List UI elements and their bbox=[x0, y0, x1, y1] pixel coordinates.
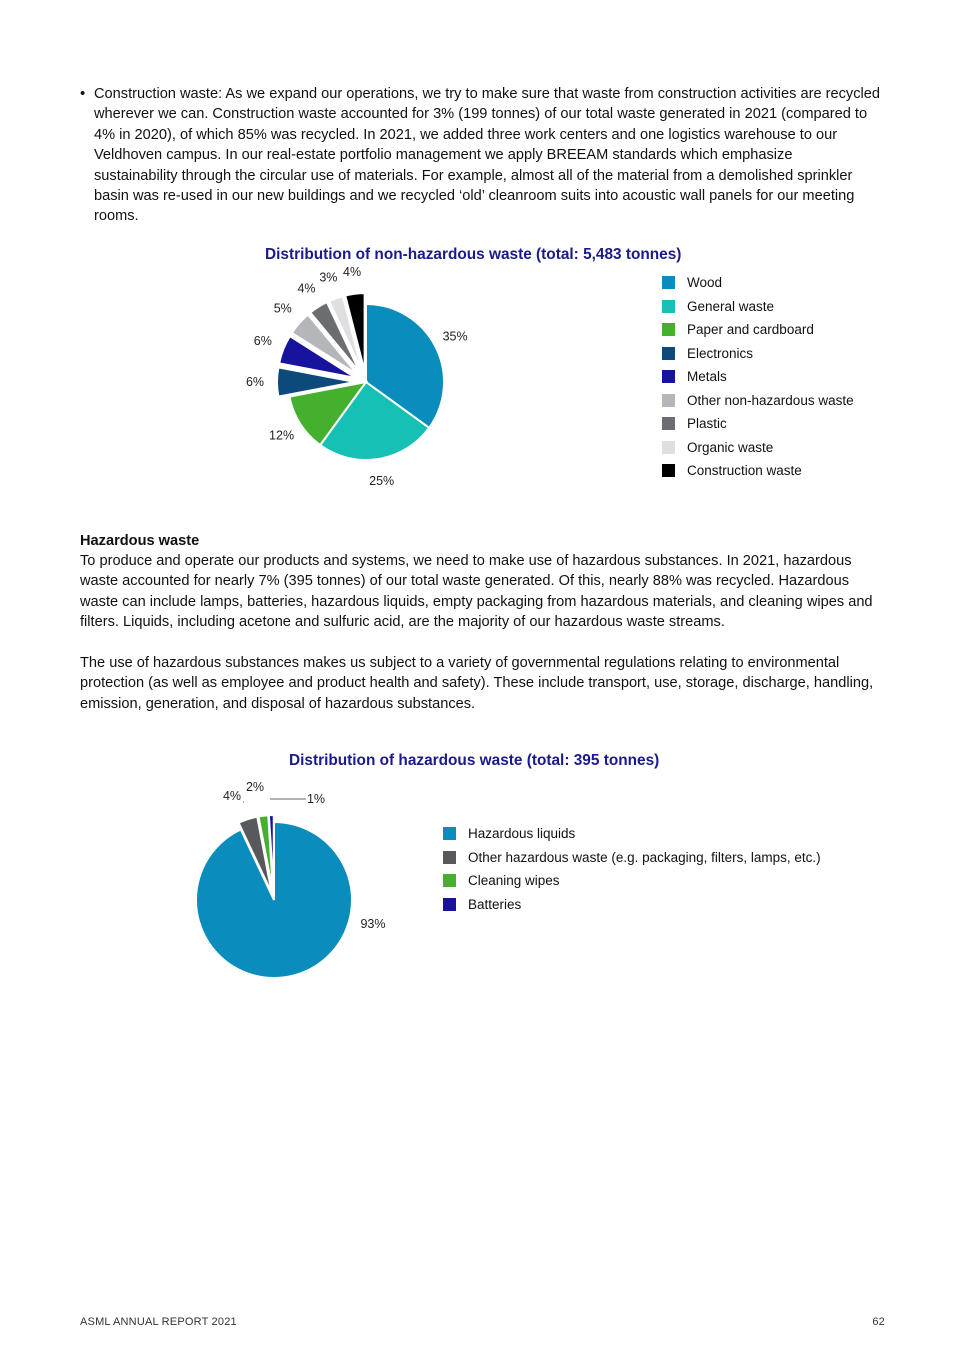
hazardous-paragraph-2: The use of hazardous substances makes us subject to a variety of governmental regulations relating to environmental protection (as well as employee and product health and safety). These include transport, use, storage, discharge, handling, emission, generation, and disposal of hazardous substances. bbox=[80, 655, 874, 712]
bullet-marker: • bbox=[80, 85, 86, 102]
hazardous-waste-heading: Hazardous waste bbox=[80, 533, 200, 549]
legend-item-hazardous-liquids bbox=[443, 822, 821, 846]
legend-item-other-hazardous-waste bbox=[443, 846, 821, 870]
data-label-general-waste: 25% bbox=[369, 473, 395, 488]
footer-page-number: 62 bbox=[872, 1316, 885, 1328]
data-label-batteries: 1% bbox=[306, 792, 326, 806]
data-label-other-hazardous-waste: 4% bbox=[222, 789, 242, 803]
legend-label: Hazardous liquids bbox=[468, 826, 576, 842]
legend-label: General waste bbox=[687, 298, 775, 314]
legend-label: Other hazardous waste (e.g. packaging, filters, lamps, etc.) bbox=[468, 849, 821, 865]
legend-swatch bbox=[443, 898, 456, 911]
legend-swatch bbox=[443, 874, 456, 887]
legend-label: Paper and cardboard bbox=[687, 322, 814, 338]
legend-label: Plastic bbox=[687, 416, 727, 432]
legend-label: Electronics bbox=[687, 345, 754, 361]
data-label-cleaning-wipes: 2% bbox=[245, 780, 265, 794]
data-label-wood: 35% bbox=[442, 329, 468, 344]
legend-label: Other non-hazardous waste bbox=[687, 392, 854, 408]
footer-report-name: ASML ANNUAL REPORT 2021 bbox=[80, 1316, 237, 1328]
legend-item-cleaning-wipes bbox=[443, 869, 821, 893]
data-label-plastic: 4% bbox=[297, 281, 316, 296]
legend-label: Cleaning wipes bbox=[468, 873, 560, 889]
data-label-other-non-hazardous-waste: 5% bbox=[273, 301, 292, 316]
legend-label: Wood bbox=[687, 275, 723, 291]
legend-swatch bbox=[443, 827, 456, 840]
legend-label: Organic waste bbox=[687, 439, 774, 455]
hazardous-paragraph-1: To produce and operate our products and systems, we need to make use of hazardous substances. In 2021, hazardous waste accounted for nearly 7% (395 tonnes) of our total waste generated. Of this, nearly 88% was recycled. Hazardous waste can include lamps, batteries, hazardous liquids, empty packaging from hazardous materials, and cleaning wipes and filters. Liquids, including acetone and sulfuric acid, are the majority of our hazardous waste streams. bbox=[80, 553, 873, 631]
data-label-metals: 6% bbox=[253, 334, 272, 349]
data-label-electronics: 6% bbox=[245, 375, 265, 389]
construction-waste-text: Construction waste: As we expand our operations, we try to make sure that waste from construction activities are recycled wherever we can. Construction waste accounted for 3% (199 tonnes) of our total waste generated in 2021 (compared to 4% in 2020), of which 85% was recycled. In 2021, we added three work centers and one logistics warehouse to our Veldhoven campus. In our real-estate portfolio management we apply BREEAM standards which emphasize sustainability through the circular use of materials. For example, almost all of the material from a demolished sprinkler basin was re-used in our new buildings and we recycled ‘old’ cleanroom suits into acoustic wall panels for our meeting rooms. bbox=[94, 86, 880, 225]
data-label-construction-waste: 4% bbox=[343, 264, 362, 279]
legend-swatch bbox=[443, 851, 456, 864]
legend-label: Construction waste bbox=[687, 463, 802, 479]
legend-label: Batteries bbox=[468, 896, 522, 912]
data-label-paper-and-cardboard: 12% bbox=[269, 428, 295, 443]
legend-label: Metals bbox=[687, 369, 727, 385]
data-label-organic-waste: 3% bbox=[319, 270, 338, 285]
non-hazardous-chart-title: Distribution of non-hazardous waste (total: 5,483 tonnes) bbox=[265, 246, 682, 263]
hazardous-chart-title: Distribution of hazardous waste (total: 395 tonnes) bbox=[289, 752, 660, 769]
hazardous-legend bbox=[443, 822, 821, 916]
legend-item-batteries bbox=[443, 893, 821, 917]
data-label-hazardous-liquids: 93% bbox=[360, 917, 386, 931]
